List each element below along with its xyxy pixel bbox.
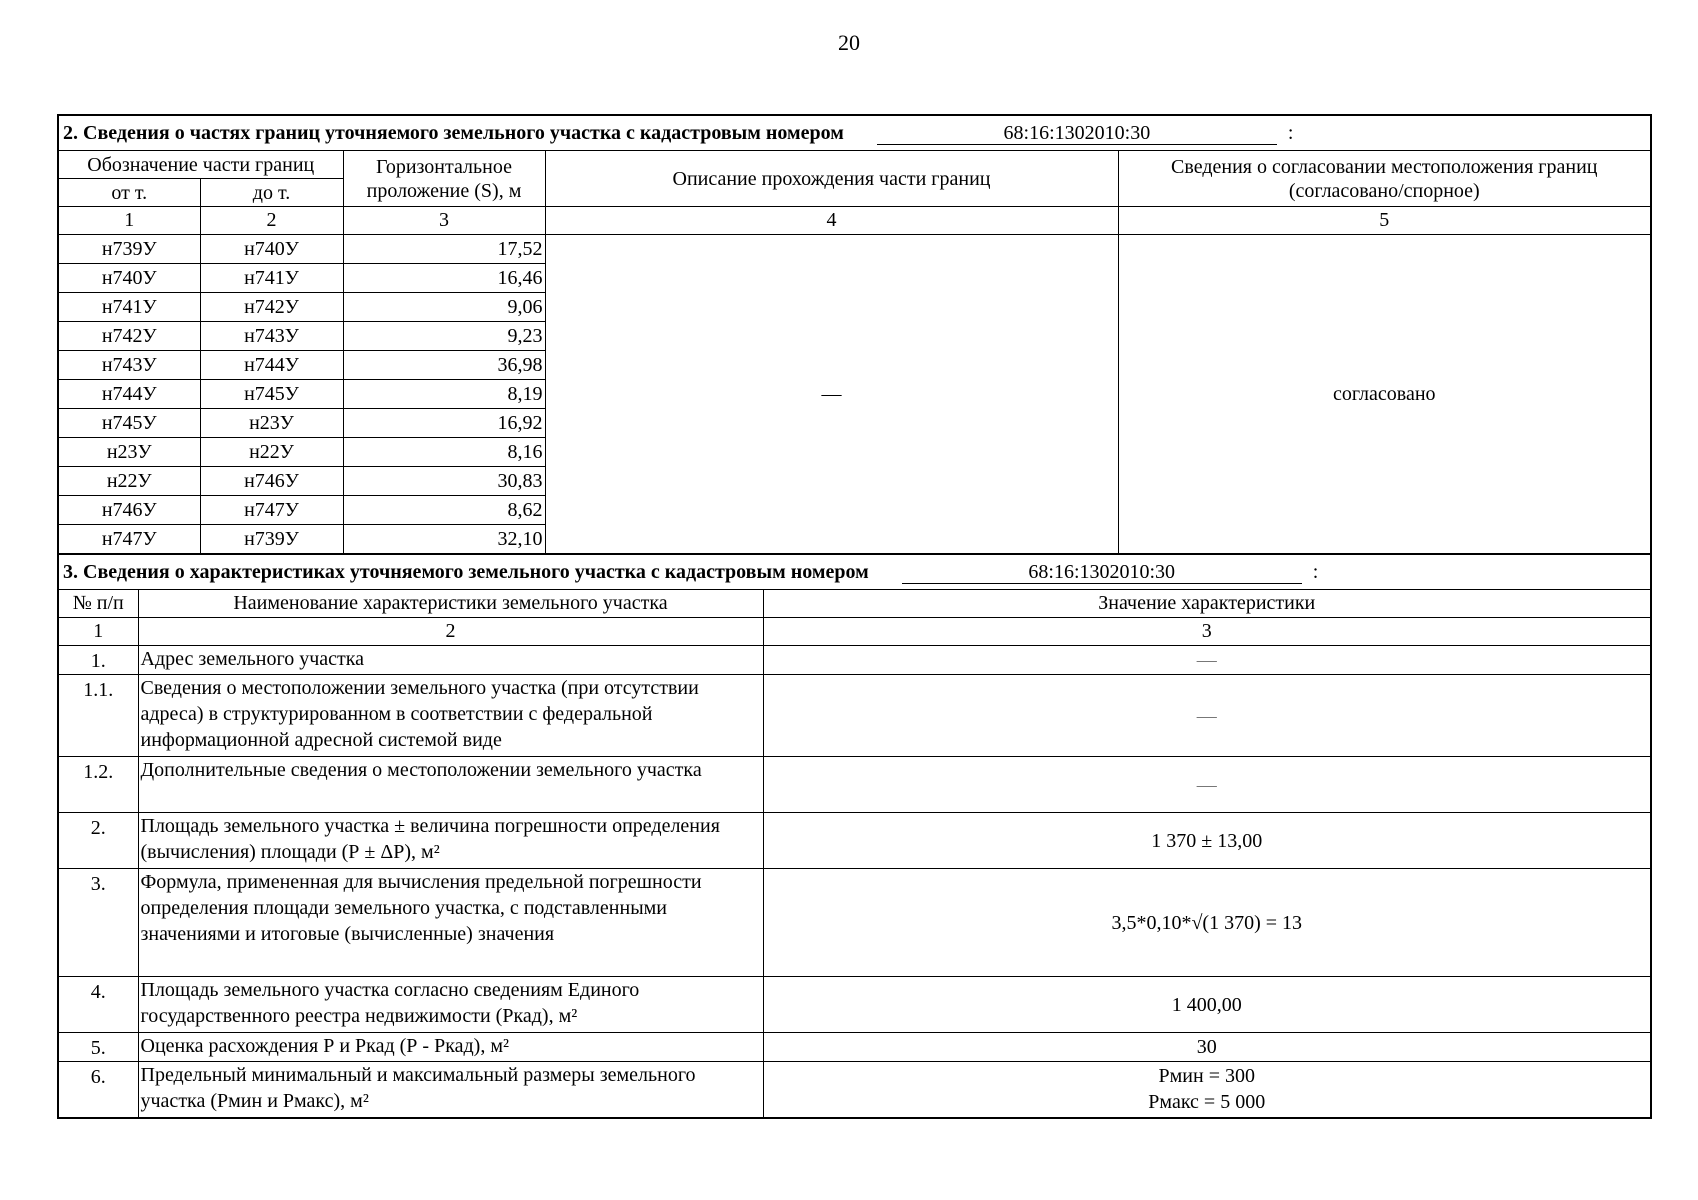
section2-cadastral-number: 68:16:1302010:30 [877,122,1277,145]
min-size-value: Рмин = 300 [1158,1065,1255,1088]
characteristic-value [763,1062,1651,1118]
to-point: н740У [200,235,343,264]
section2-colon: : [1287,121,1294,144]
boundary-description: — [545,235,1118,555]
horizontal-distance: 8,16 [343,438,545,467]
horizontal-distance: 9,06 [343,293,545,322]
to-point: н23У [200,409,343,438]
characteristic-value: 1 370 ± 13,00 [763,813,1651,869]
header-horizontal-line1: Горизонтальное [376,155,512,178]
to-point: н742У [200,293,343,322]
from-point: н746У [58,496,200,525]
to-point: н746У [200,467,343,496]
column-number: 5 [1118,207,1651,235]
header-horizontal [343,151,545,207]
characteristic-name: Оценка расхождения Р и Ркад (Р - Ркад), м² [138,1033,763,1062]
table-row [58,1062,1651,1118]
table-row [58,1033,1651,1062]
header-from: от т. [58,179,200,207]
from-point: н22У [58,467,200,496]
row-number: 3. [58,869,138,977]
header-horizontal-line2: проложение (S), м [366,179,522,202]
characteristic-name: Площадь земельного участка согласно сведениям Единого государственного реестра недвижимости (Ркад), м² [138,977,763,1033]
header-value: Значение характеристики [763,590,1651,618]
to-point: н741У [200,264,343,293]
characteristic-value: — [763,757,1651,813]
from-point: н742У [58,322,200,351]
characteristic-value: 3,5*0,10*√(1 370) = 13 [763,869,1651,977]
row-number: 4. [58,977,138,1033]
to-point: н745У [200,380,343,409]
from-point: н23У [58,438,200,467]
header-to: до т. [200,179,343,207]
characteristic-name: Дополнительные сведения о местоположении земельного участка [138,757,763,813]
header-agreement [1118,151,1651,207]
column-number: 1 [58,207,200,235]
table-row [58,757,1651,813]
characteristic-value: 30 [763,1033,1651,1062]
horizontal-distance: 36,98 [343,351,545,380]
table-row [58,869,1651,977]
row-number: 1.2. [58,757,138,813]
horizontal-distance: 8,62 [343,496,545,525]
characteristic-value: 1 400,00 [763,977,1651,1033]
characteristic-name: Адрес земельного участка [138,646,763,675]
characteristic-value: — [763,675,1651,757]
column-number: 2 [138,618,763,646]
horizontal-distance: 30,83 [343,467,545,496]
table-row [58,235,1651,264]
horizontal-distance: 16,46 [343,264,545,293]
column-number: 4 [545,207,1118,235]
column-number: 3 [343,207,545,235]
table-row [58,977,1651,1033]
section3-title-cell [58,555,1651,590]
row-number: 5. [58,1033,138,1062]
column-number: 1 [58,618,138,646]
from-point: н744У [58,380,200,409]
horizontal-distance: 17,52 [343,235,545,264]
section3-colon: : [1312,560,1319,583]
section2-table [57,114,1652,555]
horizontal-distance: 32,10 [343,525,545,555]
row-number: 2. [58,813,138,869]
from-point: н740У [58,264,200,293]
column-number: 3 [763,618,1651,646]
boundary-rows [58,235,1651,555]
horizontal-distance: 16,92 [343,409,545,438]
header-part-designation: Обозначение части границ [58,151,343,179]
from-point: н741У [58,293,200,322]
table-row [58,675,1651,757]
from-point: н745У [58,409,200,438]
row-number: 1.1. [58,675,138,757]
header-agreement-line1: Сведения о согласовании местоположения границ [1171,155,1598,178]
column-number: 2 [200,207,343,235]
from-point: н743У [58,351,200,380]
document-sheet [57,114,1650,1119]
to-point: н22У [200,438,343,467]
section3-title: 3. Сведения о характеристиках уточняемого земельного участка с кадастровым номером [63,560,869,583]
characteristic-name: Площадь земельного участка ± величина погрешности определения (вычисления) площади (Р ± ΔР), м² [138,813,763,869]
table-row [58,646,1651,675]
to-point: н739У [200,525,343,555]
header-name: Наименование характеристики земельного участка [138,590,763,618]
characteristic-name: Формула, примененная для вычисления предельной погрешности определения площади земельного участка, с подставленными значениями и итоговые (вычисленные) значения [138,869,763,977]
horizontal-distance: 8,19 [343,380,545,409]
header-description: Описание прохождения части границ [545,151,1118,207]
characteristic-name: Сведения о местоположении земельного участка (при отсутствии адреса) в структурированном в соответствии с федеральной информационной адресной системой виде [138,675,763,757]
characteristic-name: Предельный минимальный и максимальный размеры земельного участка (Рмин и Рмакс), м² [138,1062,763,1118]
header-agreement-line2: (согласовано/спорное) [1288,179,1480,202]
agreement-status: согласовано [1118,235,1651,555]
table-row [58,813,1651,869]
header-num: № п/п [58,590,138,618]
to-point: н744У [200,351,343,380]
row-number: 6. [58,1062,138,1118]
section2-title-cell [58,115,1651,151]
to-point: н743У [200,322,343,351]
max-size-value: Рмакс = 5 000 [1148,1091,1266,1114]
section2-title: 2. Сведения о частях границ уточняемого земельного участка с кадастровым номером [63,121,844,144]
from-point: н739У [58,235,200,264]
to-point: н747У [200,496,343,525]
row-number: 1. [58,646,138,675]
section3-table [57,555,1652,1119]
from-point: н747У [58,525,200,555]
characteristic-value: — [763,646,1651,675]
section3-cadastral-number: 68:16:1302010:30 [902,561,1302,584]
horizontal-distance: 9,23 [343,322,545,351]
page-number: 20 [838,30,860,55]
